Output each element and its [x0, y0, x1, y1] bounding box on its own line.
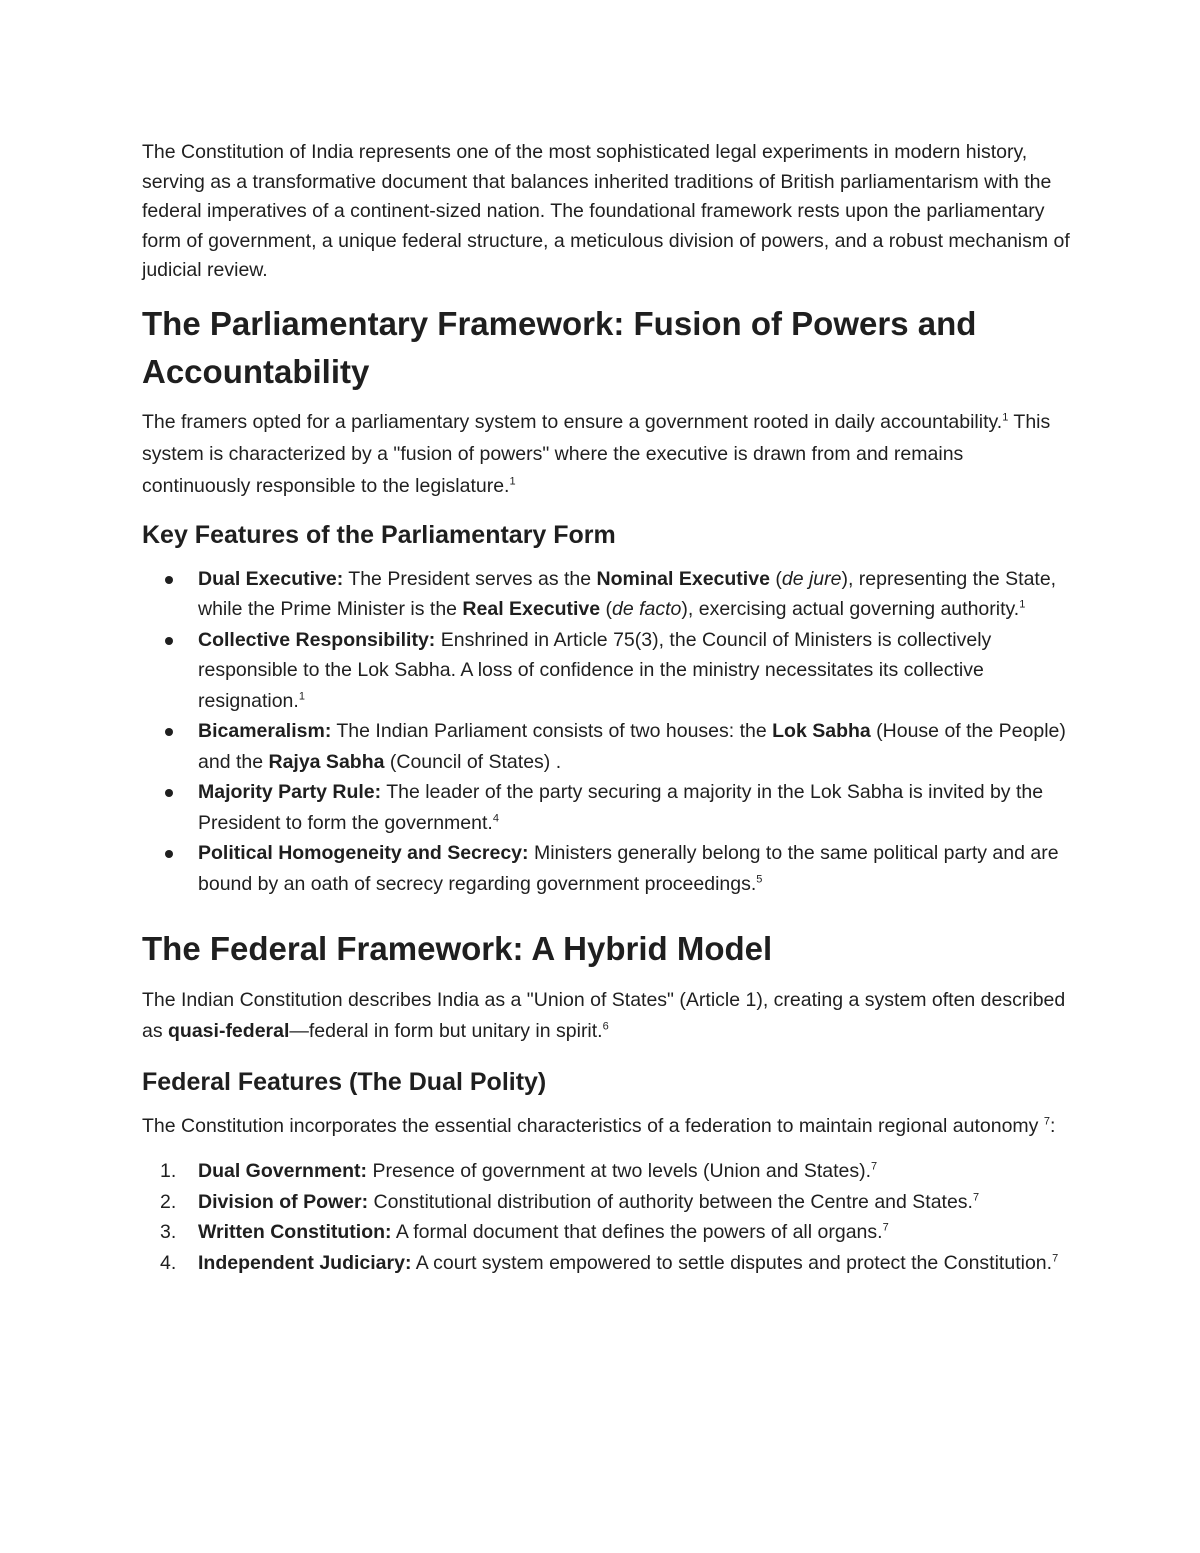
footnote-ref: 6: [602, 1020, 609, 1033]
intro-paragraph: The Constitution of India represents one of the most sophisticated legal experiments in modern history, serving as a transformative document that balances inherited traditions of British parliamentarism with the federal imperatives of a continent-sized nation. The foundational framework rests upon the parliamentary form of government, a unique federal structure, a meticulous division of powers, and a robust mechanism of judicial review.: [142, 141, 1070, 281]
list-number: 2.: [160, 1190, 177, 1213]
item-text: A formal document that defines the powers of all organs.: [391, 1221, 883, 1243]
parliamentary-heading: The Parliamentary Framework: Fusion of Powers and Accountability: [142, 304, 977, 390]
federal-heading: The Federal Framework: A Hybrid Model: [142, 930, 773, 967]
list-item-collective-responsibility: [142, 625, 1072, 717]
footnote-ref: 5: [756, 873, 763, 885]
list-item-independent-judiciary: [142, 1248, 1072, 1279]
list-number: 3.: [160, 1221, 177, 1243]
item-text: Ministers generally belong to the same political party and are bound by an oath of secrecy regarding government proceedings.: [198, 842, 1059, 895]
parliamentary-description: [142, 406, 1072, 502]
list-item-division-of-power: [142, 1187, 1072, 1218]
item-text: ), exercising actual governing authority.: [681, 598, 1020, 620]
list-item-political-homogeneity: [142, 838, 1072, 899]
item-text: (House of the People) and the: [198, 720, 1066, 773]
item-bold-term: Nominal Executive: [596, 567, 770, 590]
list-item-majority-party-rule: [142, 777, 1072, 838]
item-text: (Council of States) .: [384, 750, 562, 773]
footnote-ref: 7: [1052, 1252, 1059, 1264]
footnote-ref: 1: [509, 475, 516, 487]
item-label: Division of Power:: [198, 1190, 369, 1213]
parliamentary-description-part-b: This system is characterized by a "fusion of powers" where the executive is drawn from and remains continuously responsible to the legislature.: [142, 410, 1051, 497]
item-label: Collective Responsibility:: [198, 628, 436, 651]
item-label: Dual Government:: [198, 1160, 368, 1182]
item-text: The Indian Parliament consists of two houses: the: [331, 720, 773, 742]
footnote-ref: 1: [298, 690, 305, 702]
bullet-dot-icon: [165, 789, 173, 797]
bullet-dot-icon: [165, 637, 173, 645]
item-text: A court system empowered to settle disputes and protect the Constitution.: [411, 1251, 1053, 1274]
item-bold-term: Real Executive: [462, 598, 601, 620]
item-label: Independent Judiciary:: [198, 1251, 412, 1274]
item-bold-term: Lok Sabha: [772, 720, 871, 742]
dual-polity-description-end: :: [1049, 1115, 1056, 1137]
item-label: Written Constitution:: [198, 1221, 392, 1243]
item-text: Constitutional distribution of authority between the Centre and States.: [368, 1190, 973, 1213]
federal-description-part-b: —federal in form but unitary in spirit.: [289, 1020, 603, 1042]
item-text: The President serves as the: [343, 567, 597, 590]
federal-description-part-a: The Indian Constitution describes India as a "Union of States" (Article 1), creating a system often described as: [142, 989, 1066, 1042]
bullet-dot-icon: [165, 850, 173, 858]
list-item-bicameralism: [142, 716, 1072, 777]
footnote-ref: 4: [492, 812, 499, 824]
parliamentary-features-list: [142, 564, 1072, 900]
item-text: Enshrined in Article 75(3), the Council of Ministers is collectively responsible to the Lok Sabha. A loss of confidence in the ministry necessitates its collective resignation.: [198, 628, 992, 712]
list-item-dual-executive: [142, 564, 1072, 625]
item-label: Political Homogeneity and Secrecy:: [198, 842, 529, 864]
bullet-dot-icon: [165, 576, 173, 584]
footnote-ref: 7: [871, 1160, 878, 1173]
item-italic-term: de facto: [612, 598, 682, 620]
footnote-ref: 1: [1019, 598, 1026, 611]
item-text: ), representing the State, while the Prime Minister is the: [198, 567, 1057, 620]
item-label: Bicameralism:: [198, 720, 332, 742]
federal-features-list: [142, 1156, 1072, 1278]
list-number: 4.: [160, 1251, 177, 1274]
dual-polity-description-text: The Constitution incorporates the essential characteristics of a federation to maintain regional autonomy: [142, 1115, 1044, 1137]
list-item-dual-government: [142, 1156, 1072, 1187]
document-page: [142, 138, 1072, 1278]
item-label: Majority Party Rule:: [198, 781, 382, 803]
item-label: Dual Executive:: [198, 567, 344, 590]
dual-polity-heading: Federal Features (The Dual Polity): [142, 1068, 547, 1096]
list-number: 1.: [160, 1160, 177, 1182]
bullet-dot-icon: [165, 728, 173, 736]
dual-polity-description: [142, 1111, 1072, 1142]
footnote-ref: 1: [1002, 411, 1009, 423]
list-item-written-constitution: [142, 1217, 1072, 1248]
footnote-ref: 7: [882, 1221, 889, 1234]
item-text: (: [769, 567, 782, 590]
item-italic-term: de jure: [781, 567, 842, 590]
footnote-ref: 7: [1043, 1115, 1050, 1128]
item-text: Presence of government at two levels (Union and States).: [367, 1160, 872, 1182]
key-features-heading: Key Features of the Parliamentary Form: [142, 520, 616, 549]
item-bold-term: Rajya Sabha: [268, 750, 385, 773]
parliamentary-description-part-a: The framers opted for a parliamentary system to ensure a government rooted in daily accountability.: [142, 410, 1003, 433]
federal-description: [142, 985, 1072, 1047]
item-text: (: [600, 598, 613, 620]
item-text: The leader of the party securing a majority in the Lok Sabha is invited by the President to form the government.: [198, 781, 1044, 834]
footnote-ref: 7: [972, 1191, 980, 1203]
federal-bold-term: quasi-federal: [168, 1020, 290, 1042]
